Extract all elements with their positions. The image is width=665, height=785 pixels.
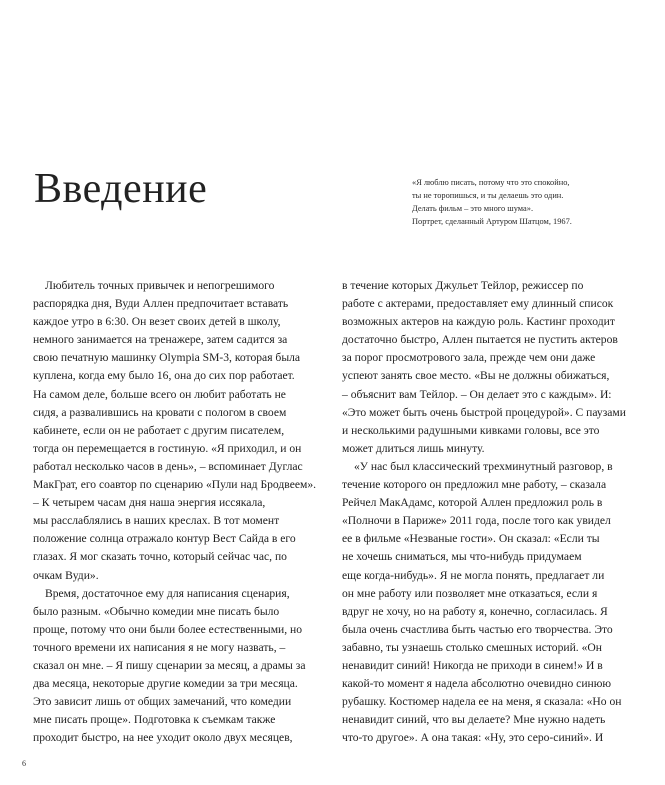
text-line: распорядка дня, Вуди Аллен предпочитает вставать bbox=[33, 297, 289, 311]
body-text-left-column bbox=[33, 277, 317, 747]
text-line: еще когда-нибудь». Я не могла понять, предлагает ли bbox=[342, 568, 605, 582]
text-line: успеют занять свое место. «Вы не должны обижаться, bbox=[342, 369, 610, 383]
text-line: не хочешь сниматься, мы что-нибудь придумаем bbox=[342, 550, 582, 564]
text-line: глазах. Я мог сказать точно, который сейчас час, по bbox=[33, 550, 287, 564]
text-line: МакГрат, его соавтор по сценарию «Пули над Бродвеем». bbox=[33, 478, 317, 492]
epigraph-caption: Портрет, сделанный Артуром Шатцом, 1967. bbox=[412, 217, 572, 226]
text-line: свою печатную машинку Olympia SM-3, которая была bbox=[33, 351, 301, 365]
body-text-right-column bbox=[342, 277, 626, 747]
text-line: куплена, когда ему было 16, она до сих пор работает. bbox=[33, 369, 295, 383]
text-line: вдруг не хочу, но на работу я, конечно, согласилась. Я bbox=[342, 604, 608, 618]
text-line: сказал он мне. – Я пишу сценарии за месяц, а драмы за bbox=[33, 658, 306, 672]
text-line: «Полночи в Париже» 2011 года, после того как увидел bbox=[342, 514, 611, 528]
epigraph-line: Делать фильм – это много шума». bbox=[412, 204, 534, 213]
text-line: работал несколько часов в день», – вспоминает Дуглас bbox=[33, 459, 303, 473]
epigraph-line: ты не торопишься, и ты делаешь это один. bbox=[412, 191, 564, 200]
text-line: была очень счастлива быть частью его творчества. Это bbox=[342, 622, 613, 636]
text-line: ненавидит синий! Никогда не приходи в синем!» И в bbox=[342, 658, 603, 672]
text-line: за порог просмотрового зала, прежде чем они даже bbox=[342, 351, 596, 365]
text-line: в течение которых Джульет Тейлор, режиссер по bbox=[342, 279, 584, 292]
text-line: было разным. «Обычно комедии мне писать было bbox=[33, 604, 280, 618]
text-line: два месяца, некоторые другие комедии за три месяца. bbox=[33, 677, 298, 691]
text-line: ненавидит синий, что вы делаете? Мне нужно надеть bbox=[342, 713, 606, 727]
epigraph-quote bbox=[412, 176, 652, 228]
text-line: может длиться лишь минуту. bbox=[342, 441, 485, 455]
text-line: работе с актерами, предоставляет ему длинный список bbox=[342, 297, 614, 311]
text-line: проходит быстро, на нее уходит около двух месяцев, bbox=[33, 731, 293, 745]
epigraph-line: «Я люблю писать, потому что это спокойно, bbox=[412, 178, 570, 187]
text-line: немного занимается на тренажере, затем садится за bbox=[33, 333, 288, 347]
text-line: что-то другое». А она такая: «Ну, это серо-синий». И bbox=[342, 731, 604, 745]
text-line: – объяснит вам Тейлор. – Он делает это с каждым». И: bbox=[342, 387, 612, 401]
text-line: достаточно быстро, Аллен пытается не пустить актеров bbox=[342, 333, 618, 347]
text-line: возможных актеров на каждую роль. Кастинг проходит bbox=[342, 315, 615, 329]
text-line: течение которого он предложил мне работу, – сказала bbox=[342, 478, 607, 492]
text-line: ее в фильме «Незваные гости». Он сказал: «Если ты bbox=[342, 532, 600, 546]
text-line: рубашку. Костюмер надела ее на меня, я сказала: «Но он bbox=[342, 695, 622, 709]
text-line: положение солнца отражало контур Вест Сайда в его bbox=[33, 532, 296, 546]
text-line: забавно, ты узнаешь столько смешных историй. «Он bbox=[342, 640, 602, 654]
text-line: – К четырем часам дня наша энергия иссякала, bbox=[33, 496, 266, 510]
text-line: Время, достаточное ему для написания сценария, bbox=[45, 586, 290, 600]
text-line: какой-то момент я надела абсолютно очевидно синюю bbox=[342, 677, 612, 691]
text-line: и несколькими радушными кивками головы, все это bbox=[342, 423, 600, 437]
text-line: «У нас был классический трехминутный разговор, в bbox=[354, 459, 613, 473]
text-line: мне писать проще». Подготовка к съемкам также bbox=[33, 713, 276, 727]
text-line: сидя, а развалившись на кровати с пологом в своем bbox=[33, 405, 287, 419]
text-line: точного времени их написания я не могу назвать, – bbox=[33, 640, 286, 654]
text-line: тогда он перемещается в гостиную. «Я приходил, и он bbox=[33, 441, 302, 455]
text-line: кабинете, если он не работает с другим писателем, bbox=[33, 423, 285, 437]
text-line: Рейчел МакАдамс, которой Аллен предложил роль в bbox=[342, 496, 603, 510]
text-line: он мне работу или позволяет мне отказаться, если я bbox=[342, 586, 598, 600]
page-number: 6 bbox=[22, 759, 26, 768]
text-line: каждое утро в 6:30. Он везет своих детей в школу, bbox=[33, 315, 281, 329]
text-line: проще, потому что они были более естественными, но bbox=[33, 622, 303, 636]
text-line: «Это может быть очень быстрой процедурой». С паузами bbox=[342, 405, 626, 419]
text-line: очкам Вуди». bbox=[33, 568, 99, 582]
page-title: Введение bbox=[34, 166, 208, 212]
text-line: На самом деле, больше всего он любит работать не bbox=[33, 387, 286, 401]
text-line: Любитель точных привычек и непогрешимого bbox=[45, 279, 275, 292]
text-line: Это зависит лишь от общих замечаний, что комедии bbox=[33, 695, 292, 709]
text-line: мы расслаблялись в наших креслах. В тот момент bbox=[33, 514, 280, 528]
